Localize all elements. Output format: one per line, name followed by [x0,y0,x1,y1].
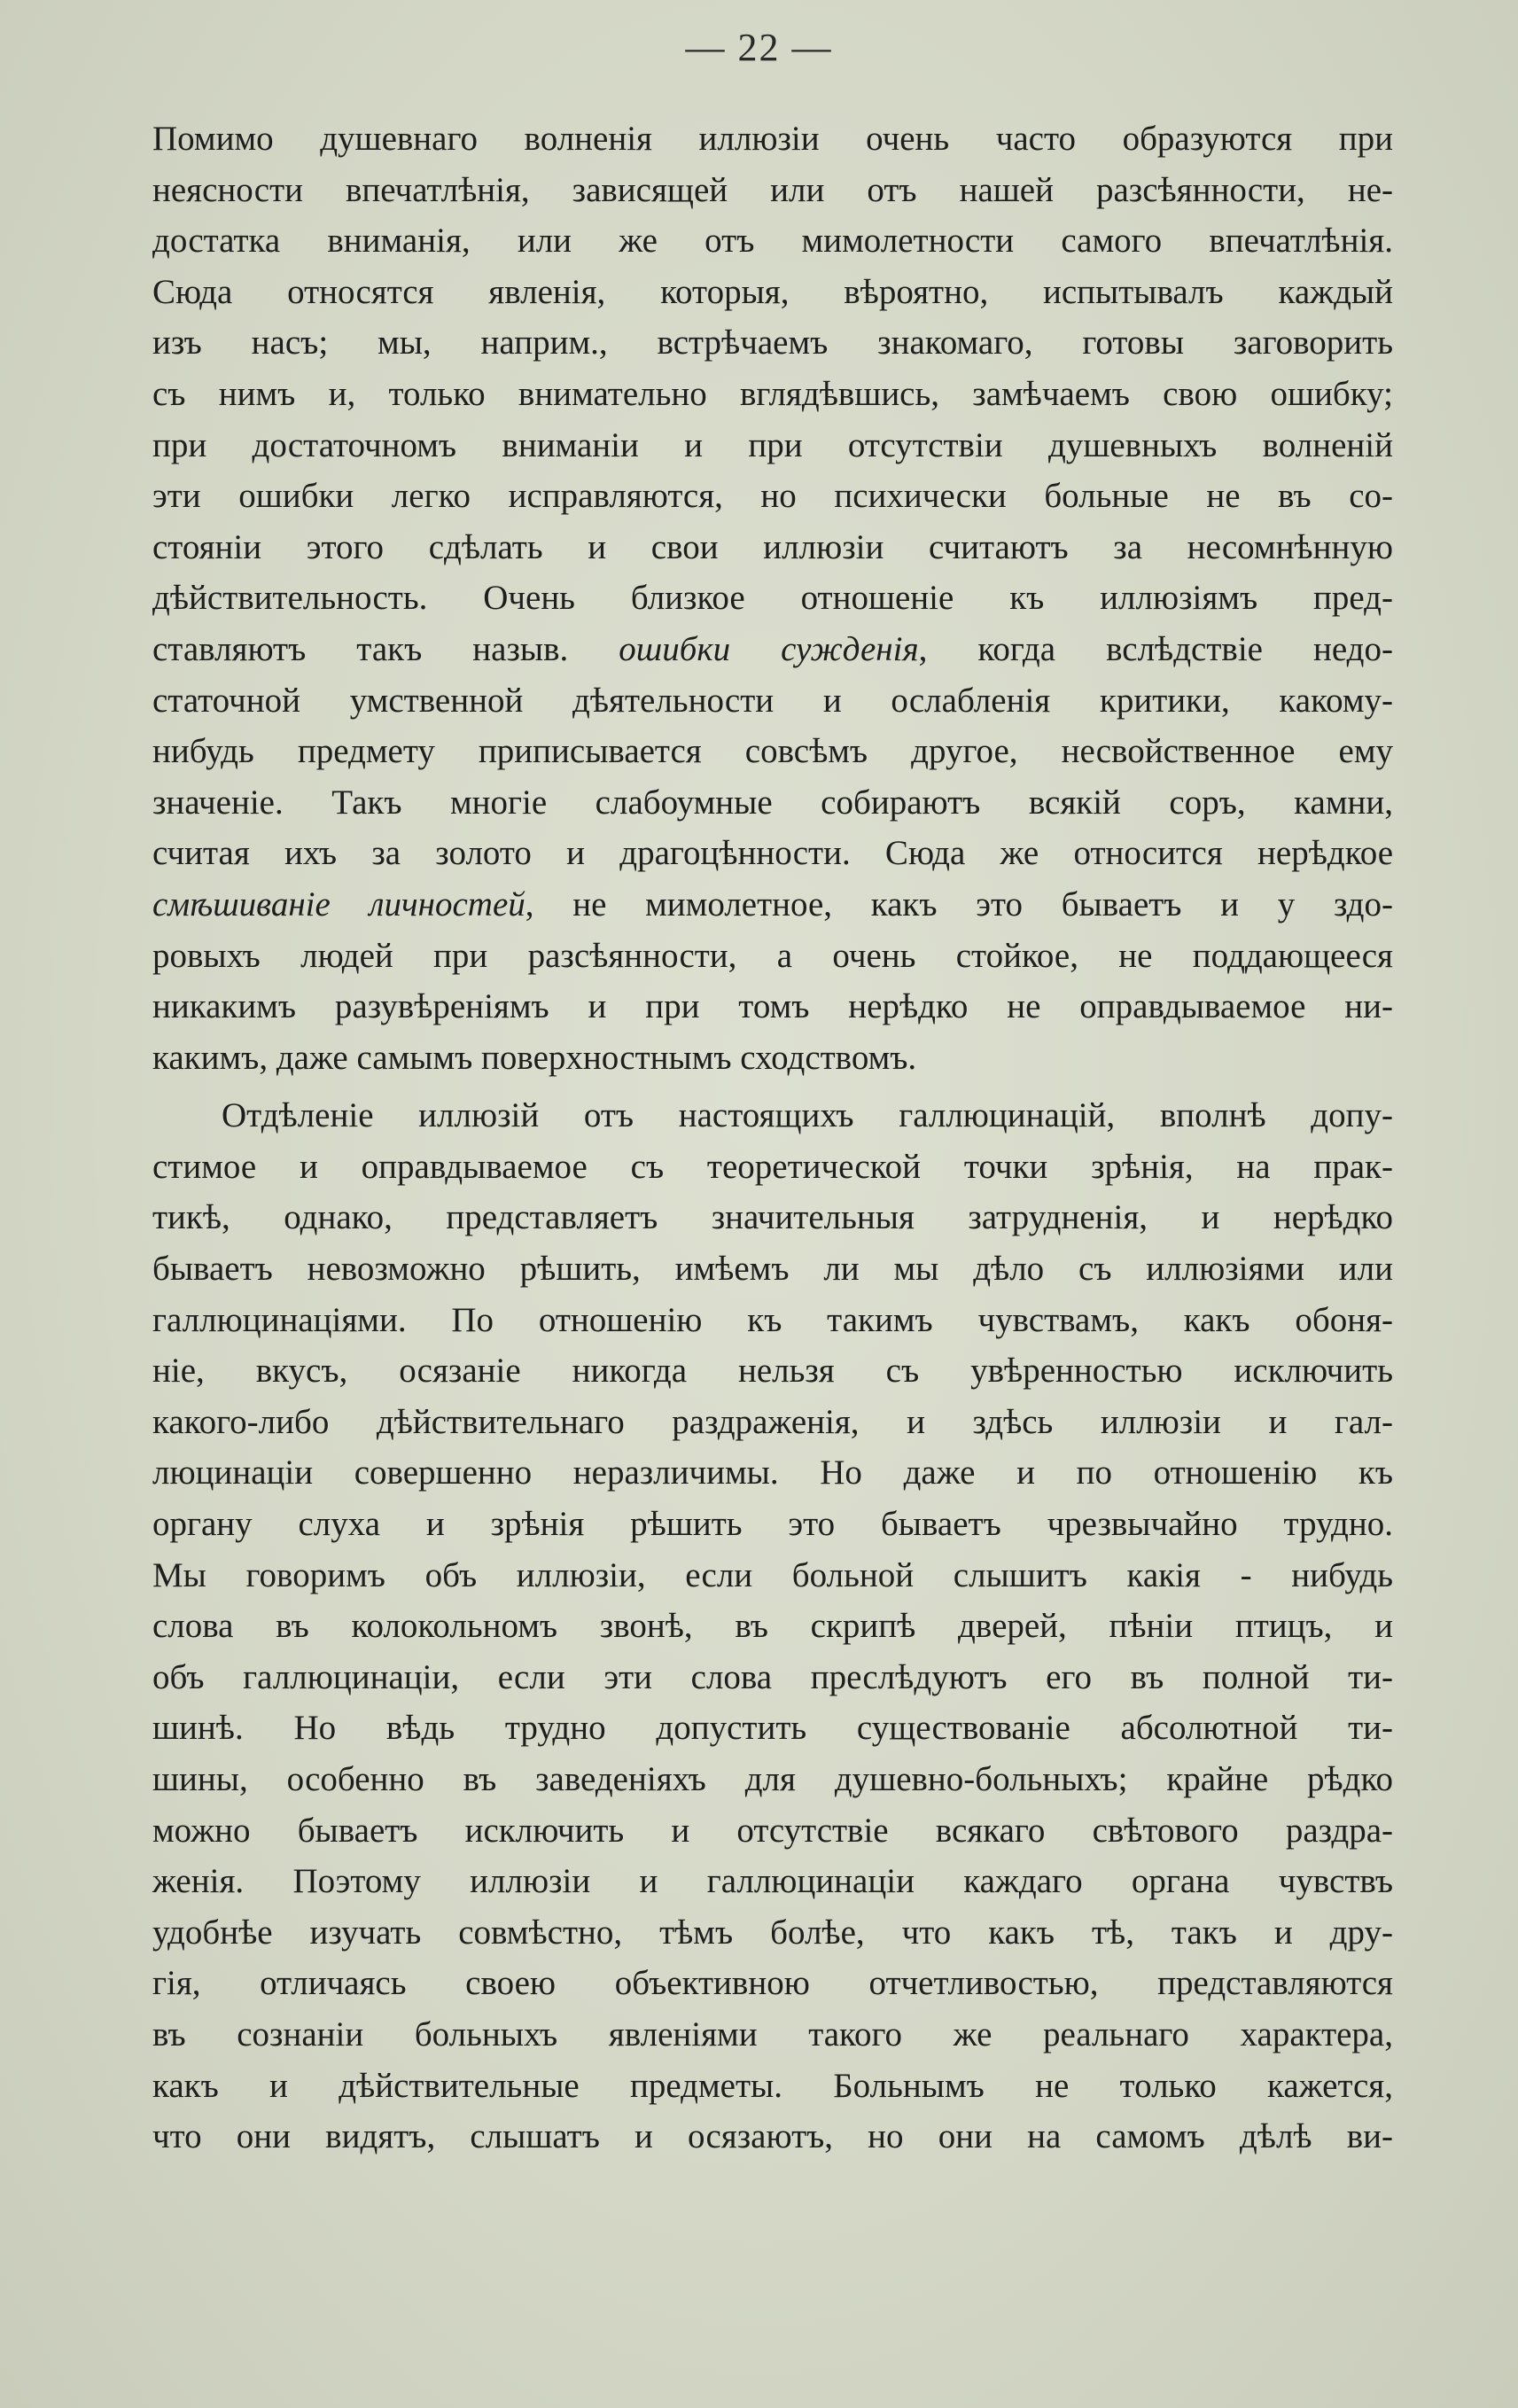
paragraph-2 [152,1090,1393,2162]
text-line: ніе, вкусъ, осязаніе никогда нельзя съ увѣренностью исключить [152,1352,1393,1391]
text-line: ставляютъ такъ назыв. ошибки сужденія, когда вслѣдствіе недо- [152,629,1393,668]
text-line: удобнѣе изучать совмѣстно, тѣмъ болѣе, что какъ тѣ, такъ и дру- [152,1913,1393,1952]
text-line: женія. Поэтому иллюзіи и галлюцинаціи каждаго органа чувствъ [152,1862,1393,1901]
text-line: при достаточномъ вниманіи и при отсутствіи душевныхъ волненій [152,425,1393,464]
text-line: Помимо душевнаго волненія иллюзіи очень часто образуются при [152,120,1393,158]
text-line: шины, особенно въ заведеніяхъ для душевно-больныхъ; крайне рѣдко [152,1760,1393,1798]
italic-term: ошибки сужденія [568,629,919,668]
text-line: нибудь предмету приписывается совсѣмъ другое, несвойственное ему [152,732,1393,771]
text-line: неясности впечатлѣнія, зависящей или отъ нашей разсѣянности, не- [152,170,1393,209]
text-line: люцинаціи совершенно неразличимы. Но даже и по отношенію къ [152,1453,1393,1492]
text-line: ровыхъ людей при разсѣянности, а очень стойкое, не поддающееся [152,936,1393,975]
page-number: — 22 — [685,26,833,69]
text-line: статочной умственной дѣятельности и ослабленія критики, какому- [152,681,1393,720]
text-line: шинѣ. Но вѣдь трудно допустить существованіе абсолютной ти- [152,1709,1393,1748]
text-line: слова въ колокольномъ звонѣ, въ скрипѣ дверей, пѣніи птицъ, и [152,1607,1393,1646]
text-line: тикѣ, однако, представляетъ значительныя затрудненія, и нерѣдко [152,1198,1393,1237]
text-line: какъ и дѣйствительные предметы. Больнымъ не только кажется, [152,2066,1393,2105]
italic-term: смѣшиваніе личностей [152,884,525,923]
text-line: галлюцинаціями. По отношенію къ такимъ чувствамъ, какъ обоня- [152,1300,1393,1339]
text-line: какимъ, даже самымъ поверхностнымъ сходствомъ. [152,1038,917,1077]
text-line: дѣйствительность. Очень близкое отношеніе къ иллюзіямъ пред- [152,579,1393,618]
text-line: что они видятъ, слышатъ и осязаютъ, но они на самомъ дѣлѣ ви- [152,2117,1393,2156]
text-line: какого-либо дѣйствительнаго раздраженія, и здѣсь иллюзіи и гал- [152,1402,1393,1441]
text-line: смѣшиваніе личностей, не мимолетное, какъ это бываетъ и у здо- [152,884,1393,923]
text-line: Отдѣленіе иллюзій отъ настоящихъ галлюцинацій, вполнѣ допу- [222,1096,1393,1135]
text-line: гія, отличаясь своею объективною отчетливостью, представляются [152,1964,1393,2003]
text-line: стимое и оправдываемое съ теоретической точки зрѣнія, на прак- [152,1147,1393,1186]
text-line: эти ошибки легко исправляются, но психически больные не въ со- [152,477,1393,516]
text-line: въ сознаніи больныхъ явленіями такого же реальнаго характера, [152,2014,1393,2053]
text-line: Мы говоримъ объ иллюзіи, если больной слышитъ какія - нибудь [152,1555,1393,1594]
text-line: считая ихъ за золото и драгоцѣнности. Сюда же относится нерѣдкое [152,834,1393,873]
text-line: съ нимъ и, только внимательно вглядѣвшись, замѣчаемъ свою ошибку; [152,374,1393,413]
text-line: изъ насъ; мы, наприм., встрѣчаемъ знакомаго, готовы заговорить [152,323,1393,362]
text-line: стояніи этого сдѣлать и свои иллюзіи считаютъ за несомнѣнную [152,527,1393,566]
text-line: никакимъ разувѣреніямъ и при томъ нерѣдко не оправдываемое ни- [152,987,1393,1026]
text-line: достатка вниманія, или же отъ мимолетности самого впечатлѣнія. [152,222,1393,261]
paragraph-1 [152,113,1393,1083]
text-line: органу слуха и зрѣнія рѣшить это бываетъ чрезвычайно трудно. [152,1505,1393,1544]
text-line: Сюда относятся явленія, которыя, вѣроятно, испытывалъ каждый [152,272,1393,311]
text-line: бываетъ невозможно рѣшить, имѣемъ ли мы дѣло съ иллюзіями или [152,1250,1393,1289]
text-line: объ галлюцинаціи, если эти слова преслѣдуютъ его въ полной ти- [152,1657,1393,1696]
text-line: можно бываетъ исключить и отсутствіе всякаго свѣтового раздра- [152,1811,1393,1850]
body-text [152,113,1393,2163]
text-line: значеніе. Такъ многіе слабоумные собираютъ всякій соръ, камни, [152,783,1393,822]
